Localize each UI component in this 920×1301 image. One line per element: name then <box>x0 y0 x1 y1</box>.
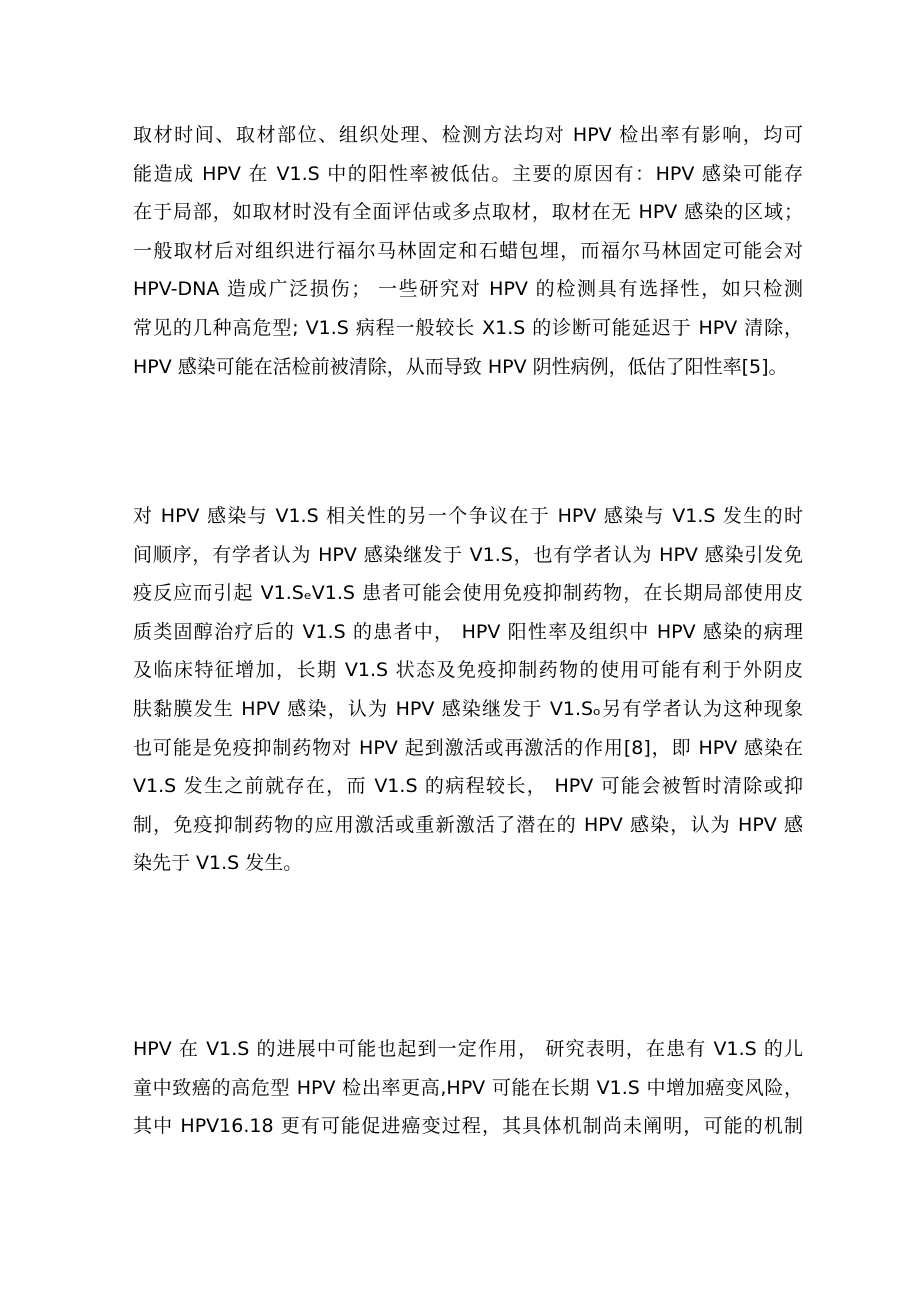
text-line: 染先于 V1.S 发生。 <box>133 852 303 875</box>
paragraph-progression <box>133 1030 803 1146</box>
text-line: 能造成 HPV 在 V1.S 中的阳性率被低估。主要的原因有：HPV 感染可能存 <box>133 162 803 185</box>
text-line: 间顺序，有学者认为 HPV 感染继发于 V1.S，也有学者认为 HPV 感染引发免 <box>133 543 803 566</box>
text-line: 肤黏膜发生 HPV 感染，认为 HPV 感染继发于 V1.Sₒ另有学者认为这种现象 <box>133 697 803 720</box>
text-line: V1.S 发生之前就存在，而 V1.S 的病程较长， HPV 可能会被暂时清除或抑 <box>133 775 803 798</box>
paragraph-temporal-order <box>133 497 803 883</box>
text-line: 质类固醇治疗后的 V1.S 的患者中， HPV 阳性率及组织中 HPV 感染的病理 <box>133 620 803 643</box>
text-line: 疫反应而引起 V1.SₑV1.S 患者可能会使用免疫抑制药物，在长期局部使用皮 <box>133 582 803 605</box>
text-line: 也可能是免疫抑制药物对 HPV 起到激活或再激活的作用[8]，即 HPV 感染在 <box>133 736 803 759</box>
text-line: HPV 在 V1.S 的进展中可能也起到一定作用， 研究表明，在患有 V1.S 的儿 <box>133 1038 803 1060</box>
text-line: 常见的几种高危型; V1.S 病程一般较长 X1.S 的诊断可能延迟于 HPV 清除， <box>133 316 803 339</box>
text-line: HPV 感染可能在活检前被清除，从而导致 HPV 阴性病例，低估了阳性率[5]。 <box>133 355 788 378</box>
text-line: HPV-DNA 造成广泛损伤； 一些研究对 HPV 的检测具有选择性，如只检测 <box>133 278 803 301</box>
paragraph-specimen-factors <box>133 116 803 386</box>
text-line: 童中致癌的高危型 HPV 检出率更高,HPV 可能在长期 V1.S 中增加癌变风险， <box>133 1076 803 1099</box>
text-line: 制，免疫抑制药物的应用激活或重新激活了潜在的 HPV 感染，认为 HPV 感 <box>133 813 803 836</box>
text-line: 取材时间、取材部位、组织处理、检测方法均对 HPV 检出率有影响，均可 <box>133 124 803 146</box>
text-line: 及临床特征增加，长期 V1.S 状态及免疫抑制药物的使用可能有利于外阴皮 <box>133 659 803 682</box>
text-line: 其中 HPV16.18 更有可能促进癌变过程，其具体机制尚未阐明，可能的机制 <box>133 1115 803 1138</box>
text-line: 一般取材后对组织进行福尔马林固定和石蜡包埋，而福尔马林固定可能会对 <box>133 239 803 262</box>
text-line: 对 HPV 感染与 V1.S 相关性的另一个争议在于 HPV 感染与 V1.S 发生的时 <box>133 505 803 527</box>
text-line: 在于局部，如取材时没有全面评估或多点取材，取材在无 HPV 感染的区域； <box>133 201 803 224</box>
